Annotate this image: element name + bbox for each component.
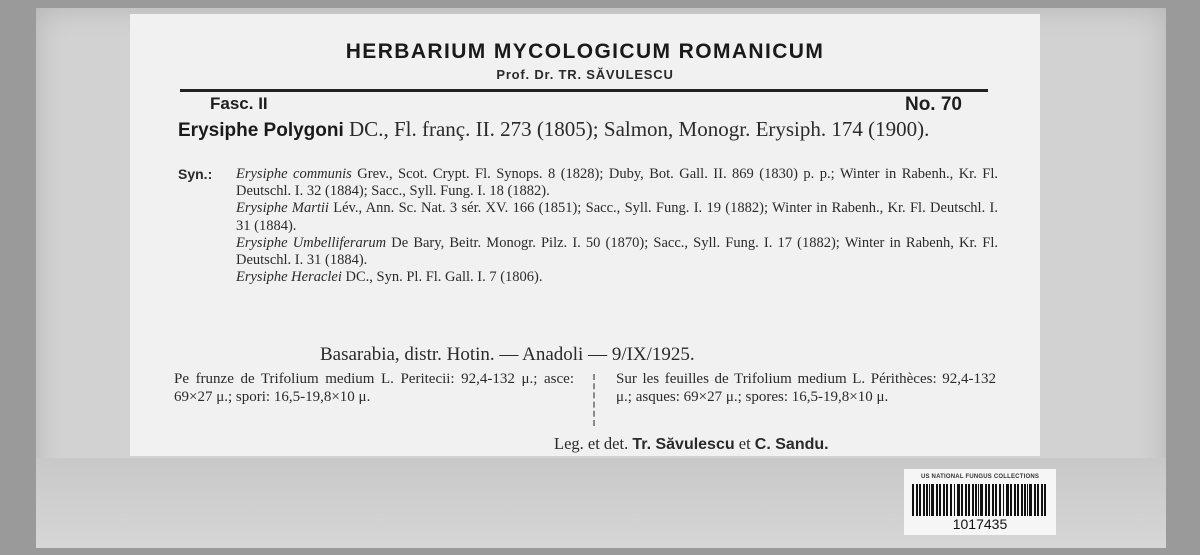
synonym-citation: De Bary, Beitr. Monogr. Pilz. I. 50 (1870); Sacc., Syll. Fung. I. 17 (1882); Winter in Rabenh, Kr. Fl. Deutschl. I. 31 (1884). bbox=[236, 234, 998, 269]
synonym-item bbox=[236, 235, 998, 269]
column-divider bbox=[593, 374, 595, 426]
barcode-bar bbox=[975, 484, 977, 516]
barcode-bar bbox=[926, 484, 928, 516]
barcode-bar bbox=[1037, 484, 1039, 516]
barcode-bar bbox=[939, 484, 941, 516]
barcode-bar bbox=[957, 484, 960, 516]
label-subtitle: Prof. Dr. TR. SĂVULESCU bbox=[496, 67, 674, 82]
barcode-bar bbox=[950, 484, 952, 516]
barcode-bar bbox=[929, 484, 930, 516]
barcode-bar bbox=[931, 484, 934, 516]
label-title: HERBARIUM MYCOLOGICUM ROMANICUM bbox=[345, 40, 825, 63]
barcode-bars bbox=[912, 484, 1048, 516]
barcode-bar bbox=[946, 484, 948, 516]
barcode-bar bbox=[1029, 484, 1032, 516]
barcode-bar bbox=[972, 484, 974, 516]
herbarium-label bbox=[130, 14, 1040, 456]
barcode-bar bbox=[995, 484, 997, 516]
synonym-item bbox=[236, 166, 998, 200]
barcode-bar bbox=[1024, 484, 1026, 516]
barcode-bar bbox=[943, 484, 945, 516]
synonym-citation: DC., Syn. Pl. Fl. Gall. I. 7 (1806). bbox=[341, 269, 543, 286]
collector-name: Tr. Săvulescu bbox=[632, 436, 735, 453]
synonym-item bbox=[236, 200, 998, 234]
barcode-bar bbox=[1010, 484, 1012, 516]
synonym-citation: Grev., Scot. Crypt. Fl. Synops. 8 (1828); Duby, Bot. Gall. II. 869 (1830) p. p.; Winter in Rabenh., Kr. Fl. Deutschl. I. 32 (1884); Sacc., Syll. Fung. I. 18 (1882). bbox=[236, 166, 999, 200]
barcode-bar bbox=[1044, 484, 1046, 516]
description-french: Sur les feuilles de Trifolium medium L. Périthèces: 92,4-132 μ.; asques: 69×27 μ.; spores: 16,5-19,8×10 μ. bbox=[616, 371, 996, 406]
synonym-name: Erysiphe communis bbox=[236, 166, 352, 182]
barcode-bar bbox=[961, 484, 963, 516]
collector-name: C. Sandu. bbox=[754, 436, 829, 453]
specimen-number: No. 70 bbox=[904, 94, 962, 115]
species-entry bbox=[178, 117, 998, 143]
synonyms-label: Syn.: bbox=[178, 166, 213, 182]
synonyms-block bbox=[178, 166, 998, 286]
description-romanian: Pe frunze de Trifolium medium L. Peritecii: 92,4-132 μ.; asce: 69×27 μ.; spori: 16,5-19,8×10 μ. bbox=[174, 371, 574, 406]
barcode-bar bbox=[965, 484, 967, 516]
collector-conjunction: et bbox=[734, 434, 755, 453]
synonym-name: Erysiphe Umbelliferarum bbox=[236, 234, 387, 251]
barcode-bar bbox=[1006, 484, 1009, 516]
collection-locality: Basarabia, distr. Hotin. — Anadoli — 9/IX/1925. bbox=[320, 344, 695, 365]
barcode-bar bbox=[1014, 484, 1016, 516]
barcode-institution: US NATIONAL FUNGUS COLLECTIONS bbox=[920, 474, 1040, 480]
barcode-bar bbox=[980, 484, 983, 516]
barcode-number: 1017435 bbox=[952, 516, 1008, 532]
barcode-bar bbox=[1003, 484, 1004, 516]
barcode-bar bbox=[1027, 484, 1028, 516]
barcode-bar bbox=[916, 484, 918, 516]
barcode-bar bbox=[985, 484, 987, 516]
barcode-bar bbox=[923, 484, 925, 516]
barcode-bar bbox=[1034, 484, 1036, 516]
barcode-bar bbox=[992, 484, 994, 516]
synonym-citation: Lév., Ann. Sc. Nat. 3 sér. XV. 166 (1851); Sacc., Syll. Fung. I. 19 (1882); Winter in Rabenh., Kr. Fl. Deutschl. I. 31 (1884). bbox=[236, 200, 998, 234]
barcode-bar bbox=[978, 484, 979, 516]
collector-prefix: Leg. et det. bbox=[554, 434, 633, 453]
species-name: Erysiphe Polygoni bbox=[178, 120, 344, 141]
barcode-bar bbox=[1041, 484, 1043, 516]
synonym-name: Erysiphe Martii bbox=[236, 200, 329, 217]
barcode-bar bbox=[968, 484, 970, 516]
barcode-bar bbox=[999, 484, 1001, 516]
barcode-bar bbox=[1017, 484, 1019, 516]
barcode-bar bbox=[912, 484, 914, 516]
barcode-bar bbox=[919, 484, 921, 516]
title-rule bbox=[180, 89, 988, 92]
barcode-bar bbox=[988, 484, 990, 516]
barcode-bar bbox=[954, 484, 955, 516]
barcode-label bbox=[904, 469, 1056, 535]
barcode-bar bbox=[936, 484, 938, 516]
species-citation: DC., Fl. franç. II. 273 (1805); Salmon, Monogr. Erysiph. 174 (1900). bbox=[343, 117, 930, 141]
fascicle-number: Fasc. II bbox=[210, 94, 268, 113]
synonym-item bbox=[236, 269, 998, 286]
synonym-name: Erysiphe Heraclei bbox=[236, 269, 342, 286]
barcode-bar bbox=[1021, 484, 1023, 516]
collector-line bbox=[554, 434, 829, 454]
